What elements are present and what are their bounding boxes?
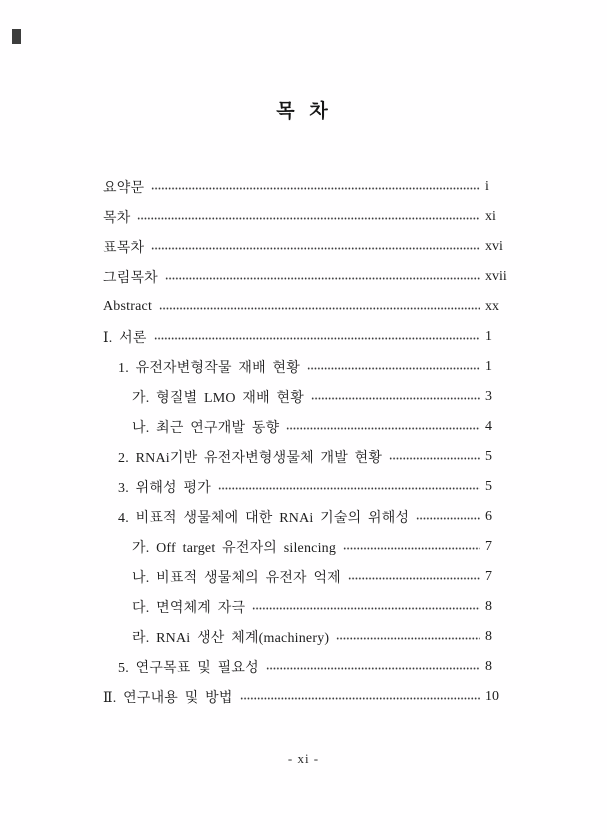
toc-entry bbox=[103, 652, 515, 682]
dot-leader bbox=[311, 397, 480, 400]
toc-entry bbox=[103, 202, 515, 232]
toc-entry-page-number: 7 bbox=[485, 569, 492, 584]
toc-entry-page-number: xvii bbox=[485, 269, 507, 284]
toc-entry-page-number: 7 bbox=[485, 539, 492, 554]
toc-entry-label: 가. Off target 유전자의 silencing bbox=[132, 541, 337, 556]
dot-leader bbox=[336, 637, 480, 640]
toc-entry-page-number: 3 bbox=[485, 389, 492, 404]
toc-entry-label: 다. 면역체계 자극 bbox=[132, 601, 246, 616]
toc-entry bbox=[103, 232, 515, 262]
toc-entry-label: 3. 위해성 평가 bbox=[118, 481, 211, 496]
toc-entry-label: Ⅱ. 연구내용 및 방법 bbox=[103, 691, 233, 706]
toc-entry-label: 2. RNAi기반 유전자변형생물체 개발 현황 bbox=[118, 451, 383, 466]
toc-entry bbox=[103, 562, 515, 592]
toc-entry-label: 가. 형질별 LMO 재배 현황 bbox=[132, 391, 305, 406]
scan-artifact-mark bbox=[12, 29, 21, 44]
toc-entry-label: 요약문 bbox=[103, 181, 145, 196]
toc-entry bbox=[103, 502, 515, 532]
toc-entry-label: 나. 비표적 생물체의 유전자 억제 bbox=[132, 571, 341, 586]
dot-leader bbox=[252, 607, 480, 610]
dot-leader bbox=[389, 457, 480, 460]
toc-entry bbox=[103, 592, 515, 622]
toc-entry-label: 4. 비표적 생물체에 대한 RNAi 기술의 위해성 bbox=[118, 511, 410, 526]
toc-entry bbox=[103, 412, 515, 442]
toc-entry bbox=[103, 382, 515, 412]
toc-entry bbox=[103, 292, 515, 322]
toc-entry-page-number: 8 bbox=[485, 629, 492, 644]
toc-entry bbox=[103, 622, 515, 652]
toc-entry-page-number: i bbox=[485, 179, 489, 194]
toc-entry-label: 표목차 bbox=[103, 241, 145, 256]
toc-entry bbox=[103, 322, 515, 352]
toc-entry-page-number: 6 bbox=[485, 509, 492, 524]
toc-entry bbox=[103, 442, 515, 472]
toc-entry-label: 그림목차 bbox=[103, 271, 158, 286]
toc-entry bbox=[103, 352, 515, 382]
dot-leader bbox=[286, 427, 480, 430]
toc-entry-label: 나. 최근 연구개발 동향 bbox=[132, 421, 280, 436]
dot-leader bbox=[348, 577, 480, 580]
dot-leader bbox=[165, 277, 480, 280]
page-title: 목 차 bbox=[276, 101, 331, 122]
dot-leader bbox=[137, 217, 480, 220]
dot-leader bbox=[218, 487, 480, 490]
dot-leader bbox=[307, 367, 480, 370]
toc-entry-label: 목차 bbox=[103, 211, 131, 226]
toc-entry-page-number: 1 bbox=[485, 359, 492, 374]
toc-entry-page-number: 8 bbox=[485, 659, 492, 674]
toc-entry-page-number: 8 bbox=[485, 599, 492, 614]
dot-leader bbox=[151, 187, 480, 190]
dot-leader bbox=[240, 697, 480, 700]
toc-entry bbox=[103, 682, 515, 712]
toc-entry-page-number: 4 bbox=[485, 419, 492, 434]
toc-entry-label: 라. RNAi 생산 체계(machinery) bbox=[132, 631, 330, 646]
toc-entry bbox=[103, 472, 515, 502]
toc-entry-page-number: 5 bbox=[485, 479, 492, 494]
toc-list bbox=[103, 172, 515, 712]
toc-entry-label: 5. 연구목표 및 필요성 bbox=[118, 661, 259, 676]
toc-entry-label: 1. 유전자변형작물 재배 현황 bbox=[118, 361, 300, 376]
toc-entry-page-number: xx bbox=[485, 299, 499, 314]
dot-leader bbox=[416, 517, 480, 520]
toc-entry bbox=[103, 262, 515, 292]
toc-entry-page-number: xvi bbox=[485, 239, 503, 254]
dot-leader bbox=[343, 547, 480, 550]
dot-leader bbox=[266, 667, 480, 670]
toc-entry bbox=[103, 172, 515, 202]
toc-entry bbox=[103, 532, 515, 562]
dot-leader bbox=[154, 337, 480, 340]
toc-entry-page-number: 10 bbox=[485, 689, 499, 704]
toc-entry-label: Ⅰ. 서론 bbox=[103, 331, 147, 346]
dot-leader bbox=[151, 247, 480, 250]
toc-entry-page-number: 1 bbox=[485, 329, 492, 344]
toc-entry-page-number: xi bbox=[485, 209, 496, 224]
dot-leader bbox=[159, 307, 480, 310]
toc-entry-label: Abstract bbox=[103, 299, 153, 314]
toc-entry-page-number: 5 bbox=[485, 449, 492, 464]
page-number-footer: - xi - bbox=[287, 751, 320, 766]
